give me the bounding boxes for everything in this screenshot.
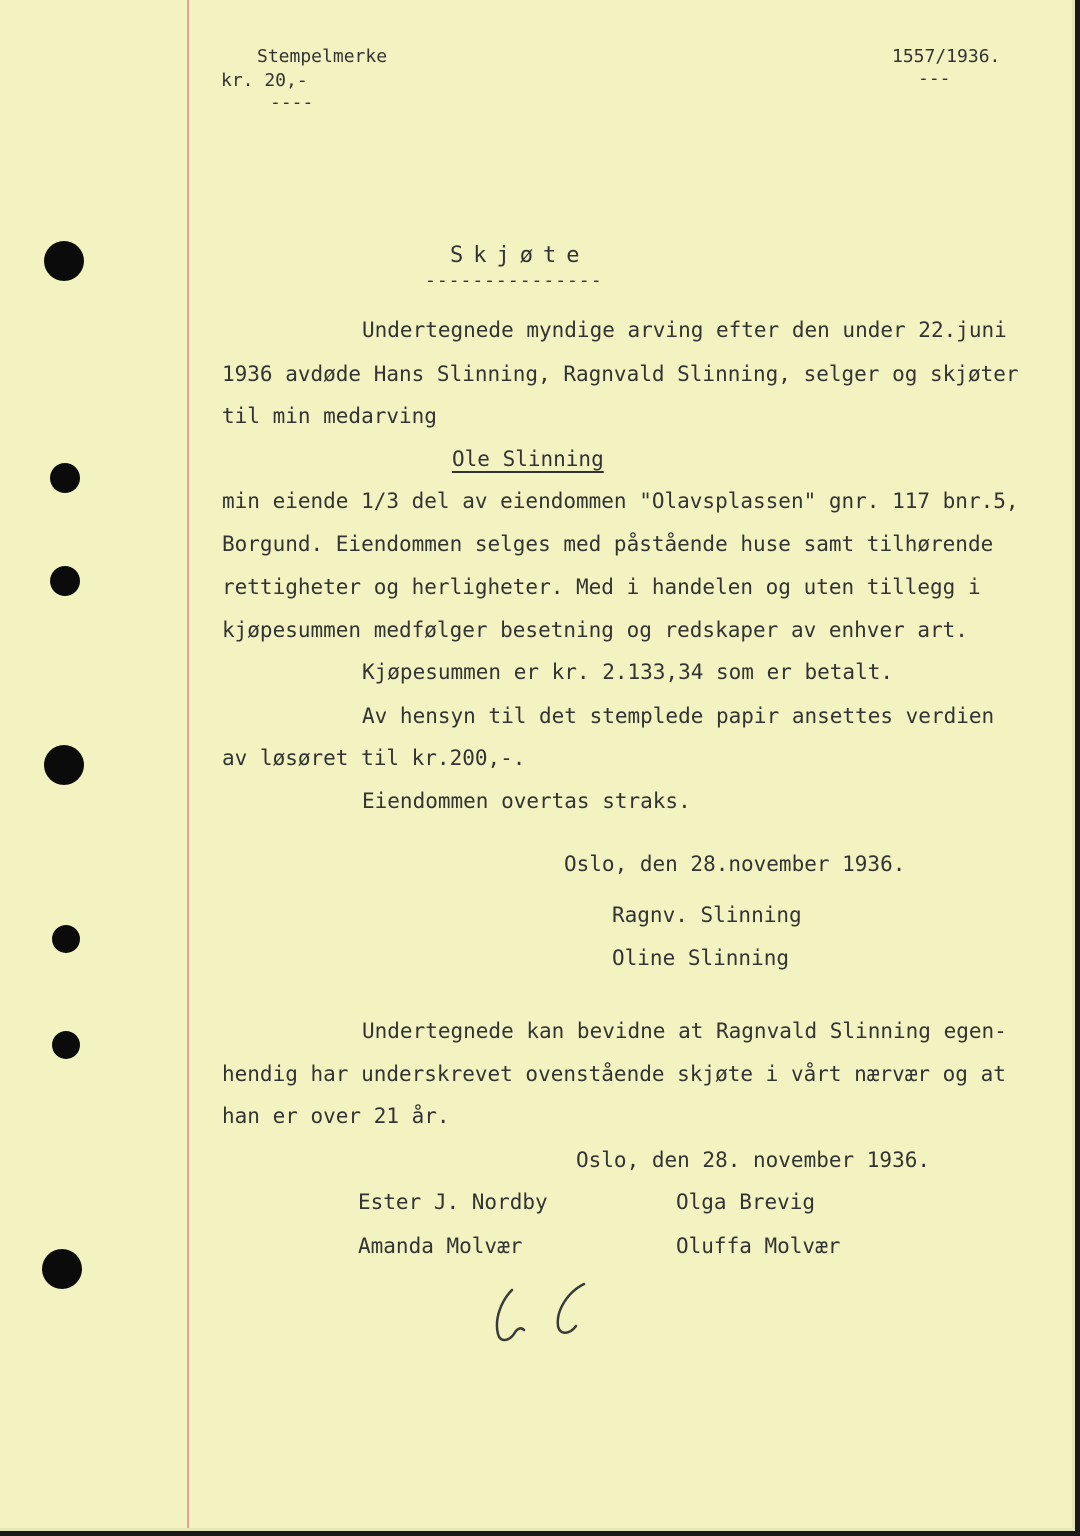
margin-line: [187, 0, 189, 1528]
place-date: Oslo, den 28.november 1936.: [564, 852, 906, 876]
handwritten-initials: [490, 1278, 600, 1348]
punch-hole-icon: [52, 925, 80, 953]
body-line: Kjøpesummen er kr. 2.133,34 som er betalt.: [362, 660, 894, 684]
page-title: Skjøte: [450, 243, 590, 268]
stamp-label: Stempelmerke: [257, 46, 388, 67]
punch-hole-icon: [42, 1249, 82, 1289]
stamp-value: kr. 20,-: [221, 70, 308, 91]
body-line: av løsøret til kr.200,-.: [222, 746, 526, 770]
signer-name: Oline Slinning: [612, 946, 790, 970]
punch-hole-icon: [52, 1031, 80, 1059]
place-date: Oslo, den 28. november 1936.: [576, 1148, 931, 1172]
document-number-dashes: ---: [918, 68, 951, 89]
witness-name: Olga Brevig: [676, 1190, 816, 1214]
body-line: hendig har underskrevet ovenstående skjøte i vårt nærvær og at: [222, 1062, 1006, 1086]
body-line: Eiendommen overtas straks.: [362, 789, 691, 813]
document-number: 1557/1936.: [892, 46, 1001, 67]
witness-name: Ester J. Nordby: [358, 1190, 548, 1214]
body-line: han er over 21 år.: [222, 1104, 450, 1128]
witness-name: Oluffa Molvær: [676, 1234, 841, 1258]
body-line: 1936 avdøde Hans Slinning, Ragnvald Slinning, selger og skjøter: [222, 362, 1019, 386]
body-line: Undertegnede myndige arving efter den under 22.juni: [362, 318, 1007, 342]
body-line: Av hensyn til det stemplede papir ansettes verdien: [362, 704, 995, 728]
punch-hole-icon: [50, 566, 80, 596]
body-line: rettigheter og herligheter. Med i handelen og uten tillegg i: [222, 575, 981, 599]
body-line: til min medarving: [222, 404, 437, 428]
title-underline: ---------------: [425, 270, 603, 291]
punch-hole-icon: [44, 241, 84, 281]
buyer-name: Ole Slinning: [452, 447, 604, 471]
body-line: min eiende 1/3 del av eiendommen "Olavsplassen" gnr. 117 bnr.5,: [222, 489, 1019, 513]
body-line: Borgund. Eiendommen selges med påstående huse samt tilhørende: [222, 532, 994, 556]
punch-hole-icon: [44, 745, 84, 785]
stamp-dashes: ----: [270, 92, 314, 113]
body-line: kjøpesummen medfølger besetning og redskaper av enhver art.: [222, 618, 968, 642]
body-line: Undertegnede kan bevidne at Ragnvald Slinning egen-: [362, 1019, 1007, 1043]
signer-name: Ragnv. Slinning: [612, 903, 802, 927]
punch-hole-icon: [50, 463, 80, 493]
witness-name: Amanda Molvær: [358, 1234, 523, 1258]
